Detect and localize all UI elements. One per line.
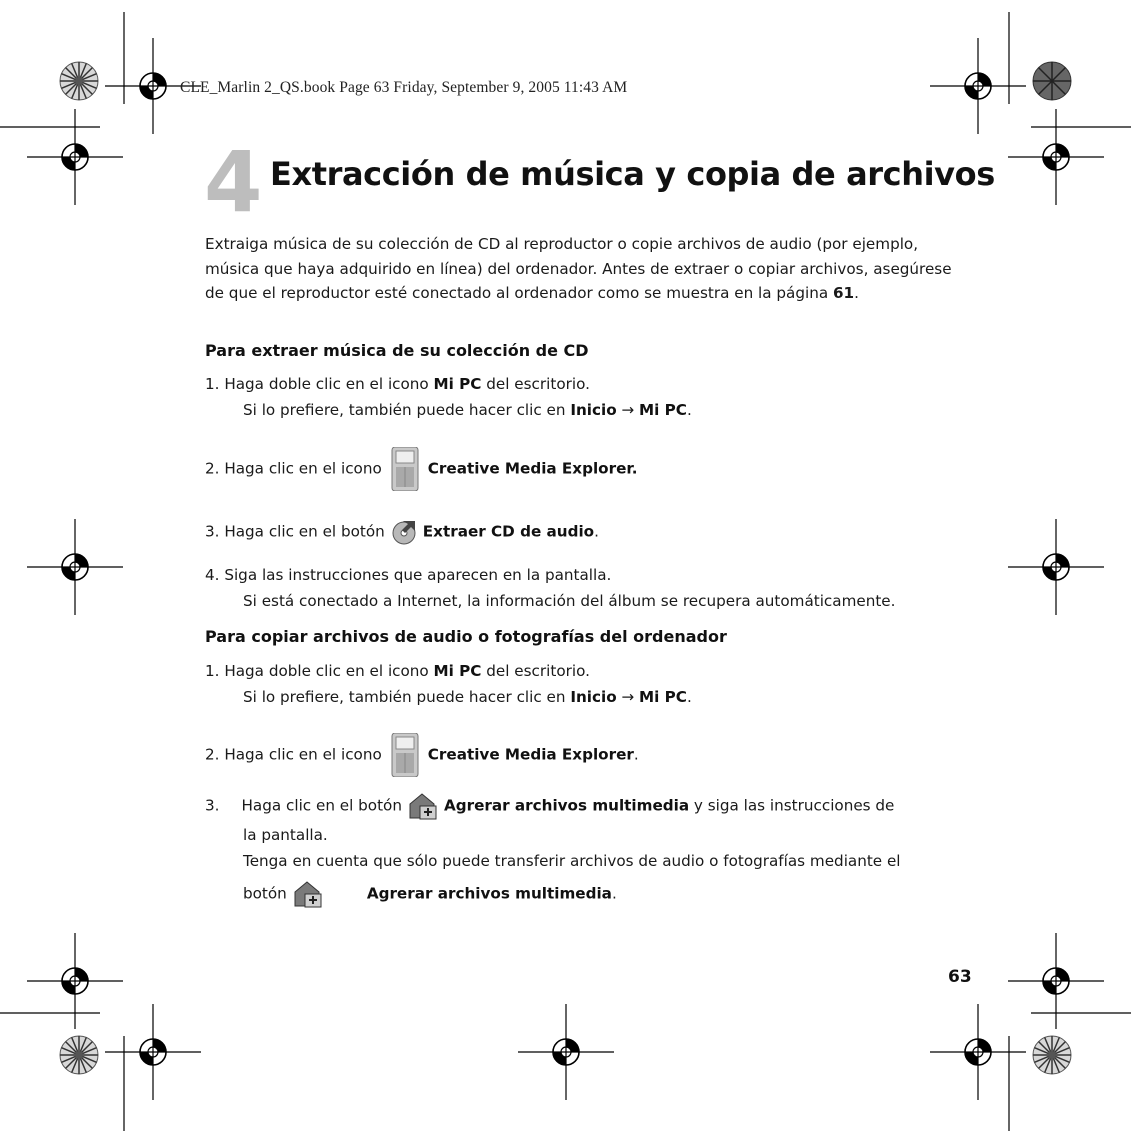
s2-step3: 3. Haga clic en el botón Agrerar archivos multimedia y siga las instrucciones de: [205, 792, 980, 820]
intro-paragraph: Extraiga música de su colección de CD al reproductor o copie archivos de audio (por ejemplo, música que haya adquirido en línea) del ordenador. Antes de extraer o copiar archivos, asegúrese de que el reproductor esté conectado al ordenador como se muestra en la página 61.: [205, 235, 952, 302]
add-multimedia-files-icon: [293, 880, 323, 908]
s2-step1-alt: Si lo prefiere, también puede hacer clic en Inicio → Mi PC.: [243, 688, 692, 706]
page-reference: 61: [832, 284, 855, 302]
creative-media-explorer-icon: [388, 733, 422, 777]
section-heading-copy: Para copiar archivos de audio o fotografías del ordenador: [205, 627, 727, 646]
chapter-title: Extracción de música y copia de archivos: [270, 155, 995, 193]
s1-step4: 4. Siga las instrucciones que aparecen en la pantalla.: [205, 566, 612, 584]
s2-step2: 2. Haga clic en el icono Creative Media Explorer.: [205, 733, 980, 777]
s2-step3-cont: la pantalla.: [243, 826, 328, 844]
extract-cd-icon: [391, 519, 417, 545]
s2-step3-note: Tenga en cuenta que sólo puede transferir archivos de audio o fotografías mediante el: [243, 852, 901, 870]
s1-step1-alt: Si lo prefiere, también puede hacer clic en Inicio → Mi PC.: [243, 401, 692, 419]
add-multimedia-files-icon: [408, 792, 438, 820]
creative-media-explorer-icon: [388, 447, 422, 491]
s1-step3: 3. Haga clic en el botón Extraer CD de audio.: [205, 519, 980, 545]
section-heading-extract: Para extraer música de su colección de CD: [205, 341, 589, 360]
s1-step1: 1. Haga doble clic en el icono Mi PC del escritorio.: [205, 375, 590, 393]
s1-step4-note: Si está conectado a Internet, la información del álbum se recupera automáticamente.: [243, 592, 896, 610]
s1-step2: 2. Haga clic en el icono Creative Media Explorer.: [205, 447, 980, 491]
s2-step1: 1. Haga doble clic en el icono Mi PC del escritorio.: [205, 662, 590, 680]
header-slug: CLE_Marlin 2_QS.book Page 63 Friday, September 9, 2005 11:43 AM: [180, 79, 628, 96]
s2-step3-note-2: botón Agrerar archivos multimedia.: [205, 880, 1018, 908]
chapter-number: 4: [204, 133, 263, 231]
page-number: 63: [948, 967, 972, 987]
